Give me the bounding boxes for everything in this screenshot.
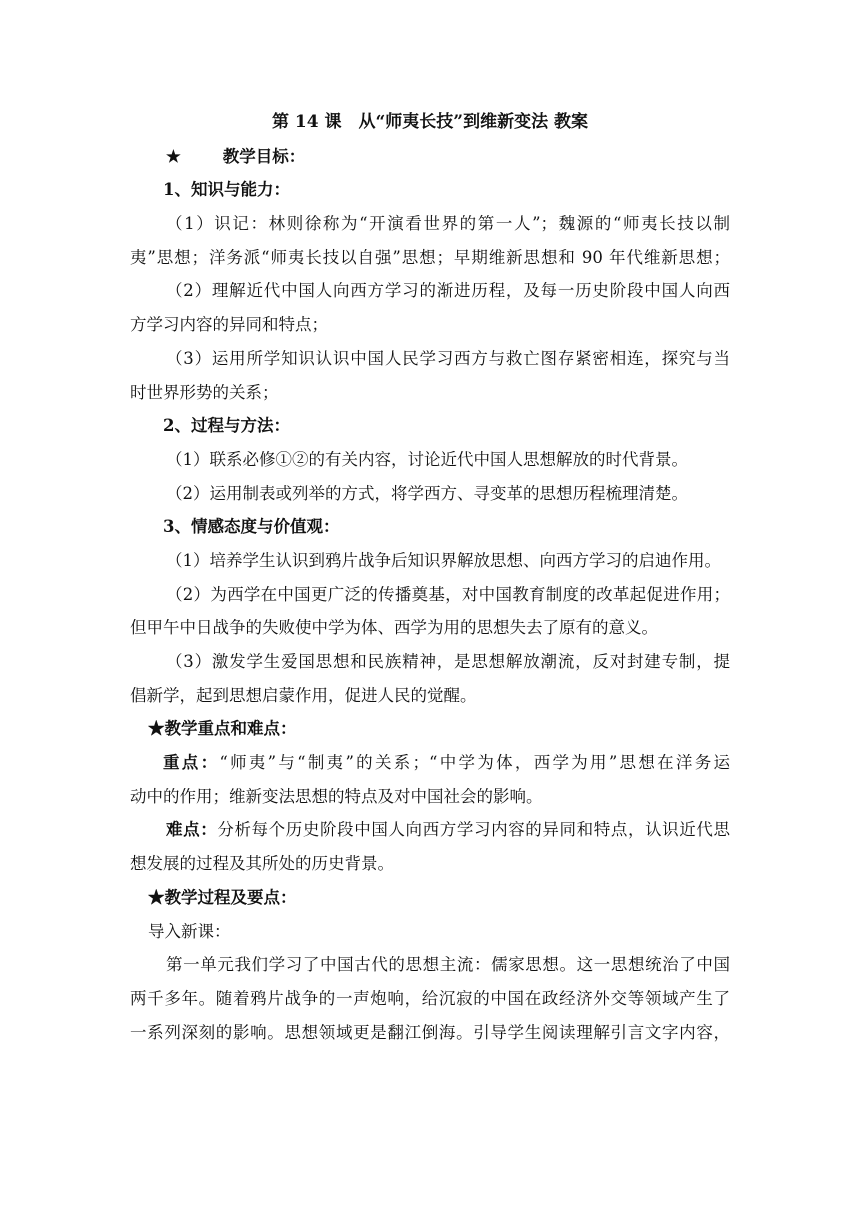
keypoints-heading: ★教学重点和难点： [148,719,297,739]
paragraph-line: （1）培养学生认识到鸦片战争后知识界解放思想、向西方学习的启迪作用。 [166,550,721,570]
paragraph-line: （2）运用制表或列举的方式，将学西方、寻变革的思想历程梳理清楚。 [166,483,688,503]
paragraph-line: 第一单元我们学习了中国古代的思想主流：儒家思想。这一思想统治了中国 [166,955,730,975]
paragraph-line: 动中的作用；维新变法思想的特点及对中国社会的影响。 [130,786,543,806]
document-body [130,106,730,1049]
paragraph-line: 一系列深刻的影响。思想领域更是翻江倒海。引导学生阅读理解引言文字内容， [130,1022,730,1042]
difficulty-line [130,813,730,847]
key-point-label: 重点： [163,753,220,773]
star-icon: ★ [166,146,181,166]
paragraph-line: （1）识记：林则徐称为“开演看世界的第一人”；魏源的“师夷长技以制 [166,214,730,234]
document-title: 第 14 课 从“师夷长技”到维新变法 教案 [272,112,588,132]
paragraph-line: 但甲午中日战争的失败使中学为体、西学为用的思想失去了原有的意义。 [130,618,658,638]
difficulty-text: 分析每个历史阶段中国人向西方学习内容的异同和特点，认识近代思 [217,820,730,840]
paragraph-line: 方学习内容的异同和特点； [130,315,328,335]
paragraph-line: （3）激发学生爱国思想和民族精神，是思想解放潮流，反对封建专制，提 [166,652,730,671]
paragraph-line: 想发展的过程及其所处的历史背景。 [130,854,394,874]
key-point-text: “师夷”与“制夷”的关系；“中学为体，西学为用”思想在洋务运 [219,753,730,773]
paragraph-line: （1）联系必修①②的有关内容，讨论近代中国人思想解放的时代背景。 [166,449,688,469]
paragraph-line: （3）运用所学知识认识中国人民学习西方与救亡图存紧密相连，探究与当 [166,348,730,368]
difficulty-label: 难点： [166,820,218,840]
section-heading-emotion-values: 3、情感态度与价值观： [163,517,340,537]
process-heading: ★教学过程及要点： [148,887,297,907]
paragraph-line: 两千多年。随着鸦片战争的一声炮响，给沉寂的中国在政经济外交等领域产生了 [130,988,730,1008]
paragraph-line: 倡新学，起到思想启蒙作用，促进人民的觉醒。 [130,685,477,705]
paragraph-line: 夷”思想；洋务派“师夷长技以自强”思想；早期维新思想和 90 年代维新思想； [130,247,730,267]
section-heading-knowledge: 1、知识与能力： [163,180,290,200]
paragraph-line: （2）理解近代中国人向西方学习的渐进历程，及每一历史阶段中国人向西 [166,281,730,301]
key-point-line [130,746,730,780]
section-heading-process-method: 2、过程与方法： [163,416,290,436]
objectives-heading [130,140,730,174]
objectives-heading-text: 教学目标： [222,146,306,166]
paragraph-line: 时世界形势的关系； [130,382,279,402]
paragraph-line: （2）为西学在中国更广泛的传播奠基，对中国教育制度的改革起促进作用； [166,584,730,604]
intro-label: 导入新课： [148,921,231,941]
